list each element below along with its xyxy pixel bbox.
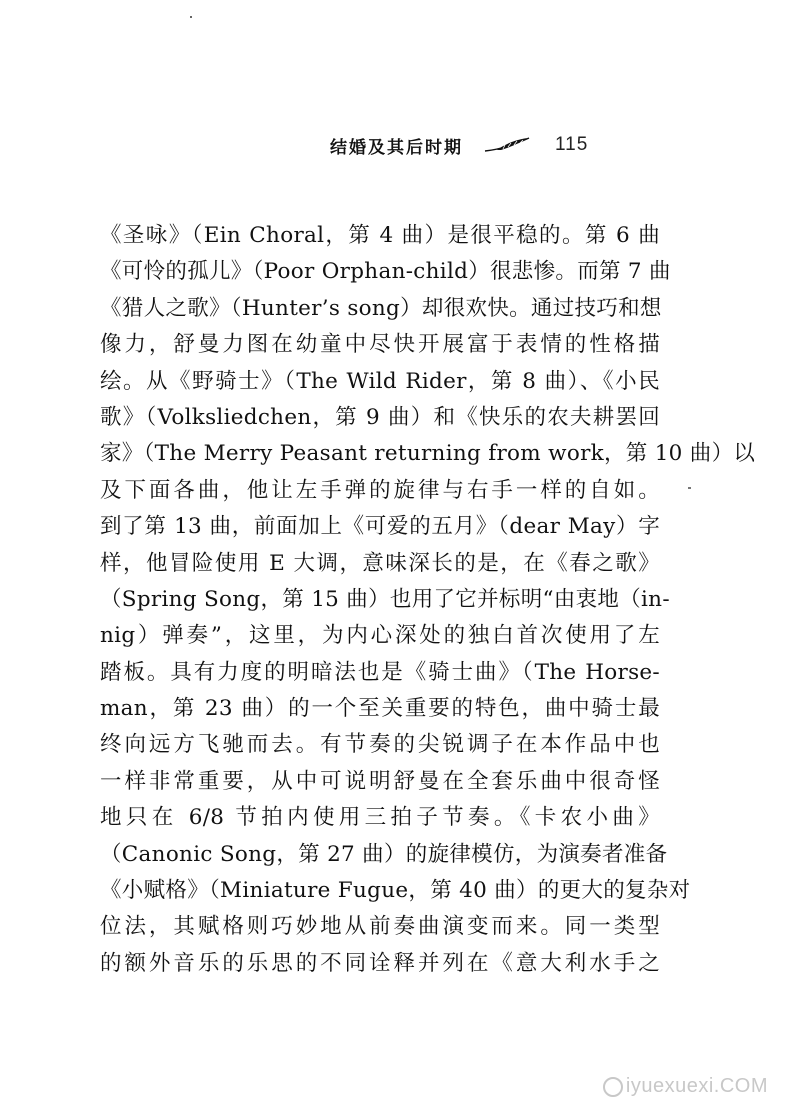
text-line: 到了第 13 曲，前面加上《可爱的五月》（dear May）字 [100, 514, 660, 540]
text-line: 一样非常重要，从中可说明舒曼在全套乐曲中很奇怪 [100, 768, 660, 794]
text-line: man，第 23 曲）的一个至关重要的特色，曲中骑士最 [100, 696, 660, 722]
text-line: 的额外音乐的乐思的不同诠释并列在《意大利水手之 [100, 950, 660, 976]
q-logo-icon [603, 1077, 623, 1097]
text-line: 《可怜的孤儿》（Poor Orphan-child）很悲惨。而第 7 曲 [100, 259, 671, 285]
text-line: 样，他冒险使用 E 大调，意味深长的是，在《春之歌》 [100, 550, 660, 576]
text-line: 《小赋格》（Miniature Fugue，第 40 曲）的更大的复杂对 [100, 878, 691, 904]
text-line: 像力，舒曼力图在幼童中尽快开展富于表情的性格描 [100, 332, 660, 358]
text-line: （Canonic Song，第 27 曲）的旋律模仿，为演奏者准备 [100, 841, 668, 867]
text-line: nig）弹奏”，这里，为内心深处的独白首次使用了左 [100, 623, 660, 649]
text-line: 《圣咏》（Ein Choral，第 4 曲）是很平稳的。第 6 曲 [100, 223, 660, 248]
text-line: 踏板。具有力度的明暗法也是《骑士曲》（The Horse- [100, 659, 660, 685]
quill-ornament-icon [483, 135, 533, 155]
page-number: 115 [555, 134, 589, 155]
watermark [603, 1075, 768, 1098]
watermark-text: iyuexuexi.COM [625, 1075, 768, 1097]
text-line: 歌》（Volksliedchen，第 9 曲）和《快乐的农夫耕罢回 [100, 404, 660, 430]
body-paragraph [100, 218, 756, 982]
running-header [330, 130, 588, 160]
running-title: 结婚及其后时期 [330, 137, 463, 158]
text-line: 位法，其赋格则巧妙地从前奏曲演变而来。同一类型 [100, 914, 660, 940]
scan-margin-mark [688, 487, 691, 489]
text-line: 终向远方飞驰而去。有节奏的尖锐调子在本作品中也 [100, 732, 660, 758]
text-line: 地只在 6/8 节拍内使用三拍子节奏。《卡农小曲》 [100, 805, 660, 831]
text-line: 《猎人之歌》（Hunter’s song）却很欢快。通过技巧和想 [100, 295, 662, 321]
text-line: 及下面各曲，他让左手弹的旋律与右手一样的自如。 [100, 477, 660, 503]
text-line: （Spring Song，第 15 曲）也用了它并标明“由衷地（in- [100, 586, 670, 612]
scan-dot [190, 16, 192, 18]
text-line: 绘。从《野骑士》（The Wild Rider，第 8 曲）、《小民 [100, 368, 660, 394]
text-line: 家》（The Merry Peasant returning from work，第 10 曲）以 [100, 441, 756, 467]
